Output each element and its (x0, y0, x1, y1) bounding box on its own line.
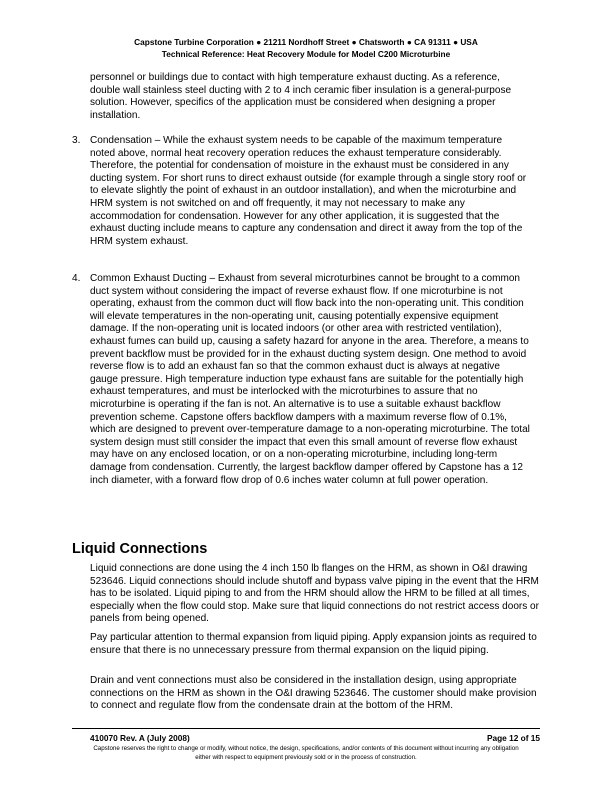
page-header (72, 37, 540, 60)
list-item-common-exhaust (72, 273, 530, 487)
intro-paragraph (90, 72, 530, 122)
list-item-text: Condensation – While the exhaust system needs to be capable of the maximum temperature noted above, normal heat recovery operation reduces the exhaust temperature considerably. Therefore, the potential for condensation of moisture in the exhaust must be considered in any ducting system. For short runs to direct exhaust outside (for example through a single story roof or to elevate slightly the point of exhaust in an outdoor installation), and when the microturbine and HRM system is not switched on and off frequently, it may not necessary to make any accommodation for condensation. However for any other application, it is suggested that the exhaust ducting include means to capture any condensation and direct it away from the top of the HRM system exhaust. (90, 135, 527, 247)
footer-divider (72, 728, 540, 729)
header-company-line: Capstone Turbine Corporation ● 21211 Nordhoff Street ● Chatsworth ● CA 91311 ● USA (134, 37, 478, 47)
footer-doc-id: 410070 Rev. A (July 2008) (90, 733, 190, 743)
paragraph: Drain and vent connections must also be considered in the installation design, using appropriate connections on the HRM as shown in the O&I drawing 523646. The customer should make provision to connect and regulate flow from the condensate drain at the bottom of the HRM. (90, 675, 537, 712)
footer-page-number: Page 12 of 15 (486, 733, 540, 743)
paragraph: Pay particular attention to thermal expansion from liquid piping. Apply expansion joints as required to ensure that there is no unnecessary pressure from thermal expansion on the liquid piping. (90, 632, 537, 656)
list-item-number: 3. (72, 135, 81, 146)
list-item-number: 4. (72, 273, 81, 284)
header-title-line: Technical Reference: Heat Recovery Module for Model C200 Microturbine (161, 48, 451, 59)
footer-disclaimer: Capstone reserves the right to change or modify, without notice, the design, specifications, and/or contents of this document without incurring any obligation either with respect to equipment previously sold or in the process of construction. (93, 745, 519, 761)
list-item-text: Common Exhaust Ducting – Exhaust from several microturbines cannot be brought to a common duct system without considering the impact of reverse exhaust flow. If one microturbine is not operating, exhaust from the common duct will flow back into the non-operating unit. This condition will elevate temperatures in the non-operating unit, causing potentially expensive equipment damage. If the non-operating unit is located indoors (or other area with restricted ventilation), exhaust fumes can build up, causing a safety hazard for anyone in the area. Therefore, a means to prevent backflow must be provided for in the exhaust ducting system design. One method to avoid reverse flow is to add an exhaust fan so that the common exhaust duct is always at negative gauge pressure. High temperature induction type exhaust fans are suitable for the potentially high exhaust temperatures, and must be interlocked with the microturbines to assure that no microturbine is operating if the fan is not. An alternative is to use a suitable exhaust backflow prevention scheme. Capstone offers backflow dampers with a maximum reverse flow of 0.1%, which are designed to prevent over-temperature damage to a non-operating microturbine. The total system design must still consider the impact that even this small amount of reverse flow exhaust may have on any enclosed location, or on a non-operating microturbine, including long-term damage from condensation. Currently, the largest backflow damper offered by Capstone has a 12 inch diameter, with a forward flow drop of 0.6 inches water column at full power operation. (90, 273, 530, 486)
section-heading: Liquid Connections (72, 541, 208, 557)
paragraph: Liquid connections are done using the 4 inch 150 lb flanges on the HRM, as shown in O&I drawing 523646. Liquid connections should include shutoff and bypass valve piping in the event that the HRM has to be isolated. Liquid piping to and from the HRM should allow the HRM to be filled at all times, especially when the flow could stop. Make sure that liquid connections do not restrict access doors or panels from being opened. (90, 563, 539, 625)
intro-text: personnel or buildings due to contact with high temperature exhaust ducting. As a reference, double wall stainless steel ducting with 2 to 4 inch ceramic fiber insulation is a general-purpose solution. However, specifics of the application must be considered when designing a proper installation. (90, 72, 512, 121)
list-item-condensation (72, 135, 530, 248)
